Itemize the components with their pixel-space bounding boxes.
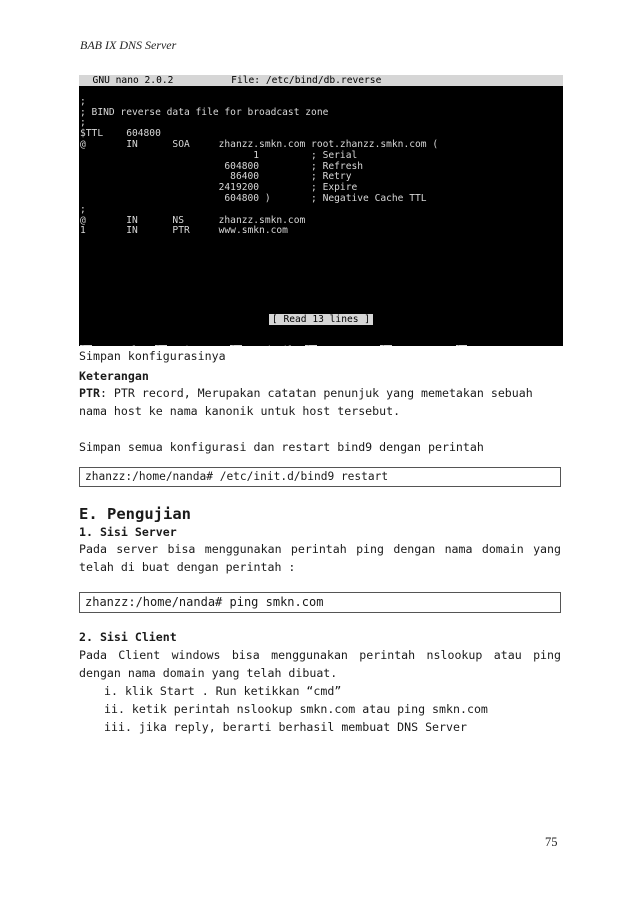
running-header: BAB IX DNS Server xyxy=(80,38,177,52)
shortcut-key xyxy=(80,345,92,346)
shortcut-key xyxy=(155,345,167,346)
ptr-paragraph-line1 xyxy=(79,386,533,400)
terminal-line: 86400 ; Retry xyxy=(80,171,352,183)
terminal-line: @ IN NS zhanzz.smkn.com xyxy=(80,214,306,226)
terminal-line: ; xyxy=(80,117,86,129)
terminal-line: ; xyxy=(80,95,86,107)
simpan-semua-text: Simpan semua konfigurasi dan restart bind9 dengan perintah xyxy=(79,440,484,454)
simpan-text: Simpan konfigurasinya xyxy=(79,349,226,363)
section-title: E. Pengujian xyxy=(79,505,191,523)
status-text: [ Read 13 lines ] xyxy=(269,314,373,325)
shortcut-key xyxy=(230,345,242,346)
page-number: 75 xyxy=(545,835,558,849)
shortcut-key xyxy=(305,345,317,346)
shortcut-key xyxy=(380,345,392,346)
client-paragraph-line1: Pada Client windows bisa menggunakan perintah nslookup atau ping xyxy=(79,648,561,662)
shortcut-label xyxy=(92,345,156,346)
step-item: iii. jika reply, berarti berhasil membuat DNS Server xyxy=(104,720,467,734)
nano-shortcuts xyxy=(79,324,563,346)
command-box-ping: zhanzz:/home/nanda# ping smkn.com xyxy=(79,592,561,613)
terminal-line: 2419200 ; Expire xyxy=(80,182,358,194)
terminal-line xyxy=(80,86,563,97)
server-paragraph-line1: Pada server bisa menggunakan perintah ping dengan nama domain yang xyxy=(79,542,561,556)
client-paragraph-line2: dengan nama domain yang telah dibuat. xyxy=(79,666,338,680)
terminal-line: 604800 ) ; Negative Cache TTL xyxy=(80,192,427,204)
subsection-client: 2. Sisi Client xyxy=(79,630,177,644)
shortcut-label xyxy=(242,345,306,346)
terminal-line: $TTL 604800 xyxy=(80,128,161,140)
terminal-line: 604800 ; Refresh xyxy=(80,160,364,172)
nano-terminal-screenshot xyxy=(79,75,563,346)
keterangan-heading: Keterangan xyxy=(79,369,149,383)
shortcut-label xyxy=(392,345,456,346)
step-item: i. klik Start . Run ketikkan “cmd” xyxy=(104,684,342,698)
terminal-line: 1 IN PTR www.smkn.com xyxy=(80,225,288,237)
ptr-text: : PTR record, Merupakan catatan penunjuk yang memetakan sebuah xyxy=(99,386,533,400)
terminal-line: ; BIND reverse data file for broadcast zone xyxy=(80,106,329,118)
server-paragraph-line2: telah di buat dengan perintah : xyxy=(79,560,296,574)
shortcut-label xyxy=(167,345,231,346)
shortcut-label xyxy=(467,345,513,346)
ptr-paragraph-line2: nama host ke nama kanonik untuk host tersebut. xyxy=(79,404,401,418)
terminal-line: ; xyxy=(80,203,86,215)
step-item: ii. ketik perintah nslookup smkn.com atau ping smkn.com xyxy=(104,702,488,716)
terminal-line: @ IN SOA zhanzz.smkn.com root.zhanzz.smkn.com ( xyxy=(80,138,439,150)
nano-title-bar: GNU nano 2.0.2 File: /etc/bind/db.reverse xyxy=(79,75,563,86)
nano-file-content xyxy=(79,86,563,237)
command-box-restart: zhanzz:/home/nanda# /etc/init.d/bind9 restart xyxy=(79,467,561,487)
ptr-label: PTR xyxy=(79,386,100,400)
shortcut-label xyxy=(317,345,381,346)
shortcut-key xyxy=(456,345,468,346)
subsection-server: 1. Sisi Server xyxy=(79,525,177,539)
terminal-line: 1 ; Serial xyxy=(80,149,358,161)
